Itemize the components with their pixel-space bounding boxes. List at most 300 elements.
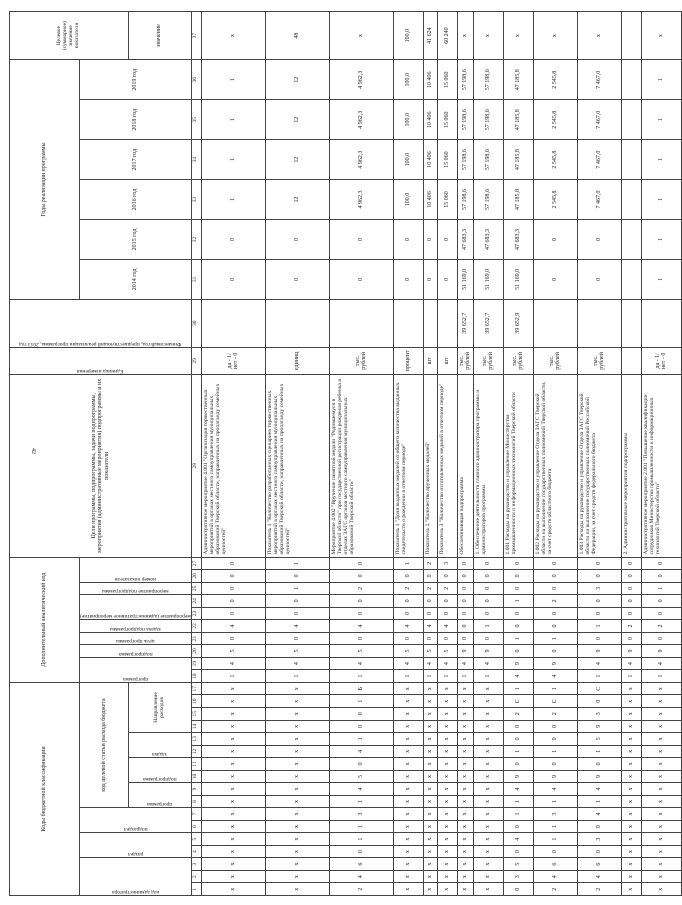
unit-cell: шт: [423, 347, 437, 374]
column-index-cell: 16: [191, 695, 201, 708]
code-cell: 1: [641, 670, 681, 683]
code-cell: x: [641, 858, 681, 871]
code-cell: x: [473, 795, 503, 808]
table-row: [641, 12, 681, 896]
column-index-cell: 27: [191, 557, 201, 570]
code-cell: x: [201, 795, 265, 808]
code-cell: x: [393, 758, 423, 771]
row-name-cell: 1.001 Расходы на руководство и управление Министерства промышленности и информационных технологий Тверской области: [503, 375, 533, 557]
code-cell: x: [641, 733, 681, 746]
code-cell: x: [621, 708, 641, 721]
code-cell: x: [473, 695, 503, 708]
code-cell: x: [437, 745, 457, 758]
code-cell: 1: [577, 620, 621, 633]
target-value-cell: x: [641, 12, 681, 60]
code-cell: x: [641, 708, 681, 721]
code-cell: x: [457, 720, 473, 733]
column-index-cell: 21: [191, 632, 201, 645]
code-cell: x: [457, 833, 473, 846]
code-cell: 0: [533, 557, 577, 570]
code-cell: 0: [457, 632, 473, 645]
code-cell: 1: [577, 745, 621, 758]
fin-year-cell: 39 652,7: [473, 299, 503, 347]
fin-year-cell: [621, 299, 641, 347]
year-value-cell: 57 198,6: [457, 60, 473, 100]
code-cell: x: [621, 795, 641, 808]
code-cell: 0: [393, 632, 423, 645]
column-index-cell: 14: [191, 720, 201, 733]
column-index-cell: 29: [191, 347, 201, 374]
code-cell: x: [437, 733, 457, 746]
code-cell: 5: [201, 645, 265, 658]
column-index-cell: 7: [191, 808, 201, 821]
code-cell: x: [473, 858, 503, 871]
column-index-cell: 20: [191, 645, 201, 658]
code-cell: 4: [329, 870, 393, 883]
code-cell: 1: [533, 682, 577, 695]
year-value-cell: 0: [201, 259, 265, 299]
column-index-cell: 34: [191, 140, 201, 180]
code-cell: 4: [437, 657, 457, 670]
year-value-cell: 47 185,8: [503, 100, 533, 140]
year-value-cell: 15 060: [437, 140, 457, 180]
d-event-header: мероприятие (административное мероприятие): [80, 595, 192, 620]
code-cell: x: [473, 720, 503, 733]
d-event-sub-header: мероприятие подпрограммы: [80, 582, 192, 595]
code-cell: 0: [265, 595, 329, 608]
year-value-cell: 51 169,0: [503, 259, 533, 299]
year-value-cell: 2 545,8: [533, 60, 577, 100]
code-cell: x: [437, 770, 457, 783]
code-cell: 9: [503, 657, 533, 670]
column-index-cell: 3: [191, 858, 201, 871]
code-cell: x: [201, 858, 265, 871]
code-cell: 0: [533, 845, 577, 858]
code-cell: 0: [641, 607, 681, 620]
target-column-header: Целевое (суммарное) значение показателя: [10, 12, 129, 60]
row-name-cell: 2. Административные мероприятия подпрограммы: [621, 375, 641, 557]
code-cell: 0: [503, 582, 533, 595]
code-cell: 0: [503, 758, 533, 771]
code-cell: 6: [329, 858, 393, 871]
code-cell: x: [265, 795, 329, 808]
code-cell: x: [423, 833, 437, 846]
code-cell: x: [437, 720, 457, 733]
code-cell: 0: [533, 570, 577, 583]
code-cell: 4: [437, 620, 457, 633]
code-cell: x: [393, 770, 423, 783]
column-index-cell: 32: [191, 220, 201, 260]
code-cell: 2: [577, 883, 621, 896]
year-value-cell: 1: [201, 60, 265, 100]
column-index-cell: 6: [191, 820, 201, 833]
section-header: раздел: [80, 833, 192, 858]
code-cell: 2: [437, 582, 457, 595]
code-cell: 6: [577, 858, 621, 871]
year-value-cell: 10 406: [423, 60, 437, 100]
code-cell: x: [437, 883, 457, 896]
column-index-cell: 22: [191, 620, 201, 633]
code-cell: x: [393, 808, 423, 821]
code-cell: 3: [577, 708, 621, 721]
year-value-cell: 0: [437, 220, 457, 260]
code-cell: x: [201, 883, 265, 896]
code-cell: 0: [473, 557, 503, 570]
code-cell: 0: [437, 607, 457, 620]
code-cell: x: [641, 695, 681, 708]
code-cell: 5: [393, 645, 423, 658]
code-cell: 0: [329, 632, 393, 645]
fin-year-cell: [641, 299, 681, 347]
code-cell: 0: [503, 883, 533, 896]
column-index-cell: 2: [191, 870, 201, 883]
code-cell: x: [393, 733, 423, 746]
code-cell: x: [621, 783, 641, 796]
code-cell: x: [437, 682, 457, 695]
code-cell: x: [473, 733, 503, 746]
code-cell: 5: [329, 645, 393, 658]
year-value-cell: 4 962,3: [329, 140, 393, 180]
code-cell: x: [393, 695, 423, 708]
code-cell: x: [457, 808, 473, 821]
code-cell: 4: [577, 783, 621, 796]
column-index-cell: 5: [191, 833, 201, 846]
target-value-cell: x: [533, 12, 577, 60]
row-name-cell: Административное мероприятие 2.001 "Повышение квалификации сотрудников Министерства промышленности и информационных технологий Тверской области": [641, 375, 681, 557]
year-value-cell: 1: [641, 220, 681, 260]
code-cell: x: [457, 745, 473, 758]
code-cell: x: [457, 682, 473, 695]
code-cell: 4: [533, 670, 577, 683]
code-cell: 1: [265, 670, 329, 683]
code-cell: 0: [457, 607, 473, 620]
direction-code-header: Направление расходов: [128, 682, 191, 732]
code-cell: x: [641, 883, 681, 896]
year-value-cell: 4 962,3: [329, 180, 393, 220]
table-row: [201, 12, 265, 896]
code-cell: x: [437, 858, 457, 871]
code-cell: 0: [437, 632, 457, 645]
code-cell: 0: [533, 758, 577, 771]
year-value-cell: 0: [577, 259, 621, 299]
table-row: [577, 12, 621, 896]
code-cell: x: [621, 833, 641, 846]
fin-year-column-header: Финансовый год, предшествующий реализации программы, 2013 год: [10, 299, 192, 347]
year-value-cell: 100,0: [393, 60, 423, 100]
column-index-cell: 19: [191, 657, 201, 670]
column-index-cell: 9: [191, 783, 201, 796]
code-cell: 4: [329, 657, 393, 670]
column-index-cell: 37: [191, 12, 201, 60]
code-cell: x: [621, 745, 641, 758]
code-cell: 0: [393, 570, 423, 583]
year-value-cell: 57 198,6: [457, 100, 473, 140]
column-index-row: [191, 12, 201, 896]
fin-year-cell: [577, 299, 621, 347]
code-cell: x: [423, 870, 437, 883]
table-row: [393, 12, 423, 896]
table-body: [201, 12, 681, 896]
code-cell: 0: [503, 820, 533, 833]
code-cell: 0: [503, 570, 533, 583]
code-cell: x: [457, 708, 473, 721]
column-index-cell: 36: [191, 60, 201, 100]
code-cell: 1: [641, 582, 681, 595]
code-cell: x: [473, 682, 503, 695]
code-cell: 1: [621, 670, 641, 683]
code-cell: x: [621, 695, 641, 708]
code-cell: 0: [329, 758, 393, 771]
page-number: 42: [30, 448, 36, 454]
code-cell: 1: [423, 670, 437, 683]
target-value-header: значение: [128, 12, 191, 60]
fin-year-cell: [437, 299, 457, 347]
code-cell: x: [423, 795, 437, 808]
code-cell: 0: [329, 570, 393, 583]
code-cell: x: [423, 758, 437, 771]
code-cell: x: [641, 808, 681, 821]
d-subprogram-header: подпрограмма: [80, 645, 192, 658]
code-cell: 4: [533, 870, 577, 883]
year-value-cell: 15 060: [437, 60, 457, 100]
code-cell: 0: [329, 845, 393, 858]
code-cell: 0: [503, 733, 533, 746]
code-cell: x: [201, 833, 265, 846]
code-cell: 0: [621, 632, 641, 645]
code-cell: x: [393, 720, 423, 733]
code-cell: 0: [329, 607, 393, 620]
code-cell: 0: [641, 595, 681, 608]
code-cell: 1: [329, 833, 393, 846]
code-cell: 4: [329, 783, 393, 796]
column-index-cell: 11: [191, 758, 201, 771]
code-cell: x: [265, 695, 329, 708]
code-cell: x: [437, 820, 457, 833]
code-cell: x: [265, 745, 329, 758]
code-cell: 1: [503, 745, 533, 758]
code-cell: 0: [533, 720, 577, 733]
code-cell: 0: [329, 708, 393, 721]
code-cell: 1: [577, 795, 621, 808]
column-index-cell: 33: [191, 180, 201, 220]
subprogram-code-header: подпрограмма: [128, 758, 191, 783]
unit-cell: да - 1/ нет - 0: [201, 347, 265, 374]
unit-cell: единиц: [265, 347, 329, 374]
d-task-subprogram-header: задача подпрограммы: [80, 620, 192, 633]
column-index-cell: 26: [191, 570, 201, 583]
code-cell: 2: [329, 582, 393, 595]
code-cell: x: [393, 783, 423, 796]
code-cell: 5: [329, 770, 393, 783]
code-cell: x: [473, 770, 503, 783]
target-value-cell: x: [503, 12, 533, 60]
code-cell: x: [621, 720, 641, 733]
code-cell: С: [503, 695, 533, 708]
code-cell: 1: [473, 620, 503, 633]
code-cell: 2: [393, 582, 423, 595]
code-cell: 4: [393, 657, 423, 670]
code-cell: x: [473, 845, 503, 858]
target-value-cell: 48: [265, 12, 329, 60]
year-value-cell: 51 169,0: [473, 259, 503, 299]
code-cell: 9: [473, 645, 503, 658]
year-value-cell: 0: [265, 220, 329, 260]
year-value-cell: 10 406: [423, 140, 437, 180]
code-cell: 0: [201, 582, 265, 595]
code-cell: С: [533, 695, 577, 708]
column-index-cell: 18: [191, 670, 201, 683]
unit-cell: да - 1/ нет - 0: [641, 347, 681, 374]
code-cell: 4: [621, 657, 641, 670]
code-cell: x: [473, 783, 503, 796]
year-2014-header: 2014 год: [80, 259, 192, 299]
code-cell: x: [265, 870, 329, 883]
fin-year-cell: [201, 299, 265, 347]
column-index-cell: 35: [191, 100, 201, 140]
code-cell: 4: [577, 808, 621, 821]
code-cell: 1: [503, 595, 533, 608]
year-value-cell: 4 962,3: [329, 100, 393, 140]
code-cell: x: [265, 883, 329, 896]
code-cell: x: [621, 883, 641, 896]
year-value-cell: 0: [393, 220, 423, 260]
code-cell: 0: [577, 595, 621, 608]
code-cell: 2: [533, 708, 577, 721]
d-task-program-header: цель программы: [80, 632, 192, 645]
target-value-cell: x: [577, 12, 621, 60]
code-cell: x: [457, 870, 473, 883]
rotated-table-sheet: [9, 11, 668, 896]
year-value-cell: 57 198,6: [473, 140, 503, 180]
code-cell: x: [437, 758, 457, 771]
code-cell: 9: [577, 770, 621, 783]
code-cell: 0: [329, 595, 393, 608]
year-value-cell: 1: [201, 140, 265, 180]
code-cell: x: [423, 845, 437, 858]
code-cell: 4: [641, 657, 681, 670]
code-cell: 0: [577, 607, 621, 620]
code-cell: x: [265, 758, 329, 771]
code-cell: x: [393, 883, 423, 896]
code-cell: 0: [437, 595, 457, 608]
code-cell: x: [201, 695, 265, 708]
code-cell: 1: [473, 670, 503, 683]
table-row: [265, 12, 329, 896]
code-cell: 0: [473, 570, 503, 583]
code-cell: x: [265, 783, 329, 796]
code-cell: x: [621, 758, 641, 771]
code-cell: 4: [329, 745, 393, 758]
code-cell: 4: [533, 783, 577, 796]
code-cell: x: [473, 708, 503, 721]
code-cell: x: [437, 708, 457, 721]
code-cell: 4: [473, 657, 503, 670]
table-row: [437, 12, 457, 896]
year-value-cell: 1: [201, 180, 265, 220]
code-cell: 1: [533, 820, 577, 833]
year-value-cell: 0: [265, 259, 329, 299]
year-value-cell: 7 467,0: [577, 100, 621, 140]
code-cell: 2: [423, 582, 437, 595]
year-value-cell: 57 198,6: [457, 180, 473, 220]
code-cell: x: [621, 820, 641, 833]
code-cell: x: [265, 733, 329, 746]
code-cell: x: [393, 870, 423, 883]
year-value-cell: 7 467,0: [577, 180, 621, 220]
code-cell: 1: [577, 670, 621, 683]
code-cell: x: [621, 682, 641, 695]
code-cell: 0: [577, 570, 621, 583]
code-cell: 1: [393, 670, 423, 683]
target-value-cell: 100,0: [393, 12, 423, 60]
code-cell: x: [265, 770, 329, 783]
year-value-cell: 0: [423, 220, 437, 260]
code-cell: 1: [329, 670, 393, 683]
code-cell: x: [423, 682, 437, 695]
code-cell: x: [265, 720, 329, 733]
code-cell: x: [473, 808, 503, 821]
year-value-cell: 1: [641, 180, 681, 220]
code-cell: 3: [577, 833, 621, 846]
code-cell: 4: [201, 620, 265, 633]
budget-codes-header: Коды бюджетной классификации: [10, 682, 80, 895]
column-index-cell: 12: [191, 745, 201, 758]
code-cell: x: [473, 883, 503, 896]
code-cell: 2: [503, 708, 533, 721]
year-value-cell: 57 198,6: [473, 180, 503, 220]
code-cell: 4: [423, 620, 437, 633]
code-cell: 0: [457, 582, 473, 595]
code-cell: x: [423, 720, 437, 733]
column-index-cell: 31: [191, 259, 201, 299]
column-index-cell: 17: [191, 682, 201, 695]
d-indicator-header: номер показателя: [80, 557, 192, 582]
code-cell: x: [201, 870, 265, 883]
table-row: [473, 12, 503, 896]
code-cell: 0: [393, 595, 423, 608]
subsection-header: подраздел: [80, 808, 192, 833]
code-cell: 0: [577, 820, 621, 833]
column-index-cell: 13: [191, 733, 201, 746]
code-cell: 5: [265, 645, 329, 658]
code-cell: 6: [533, 858, 577, 871]
code-cell: x: [457, 795, 473, 808]
code-cell: 1: [533, 745, 577, 758]
code-cell: x: [621, 770, 641, 783]
fin-year-cell: 39 652,9: [503, 299, 533, 347]
year-value-cell: 47 185,8: [503, 180, 533, 220]
code-cell: 1: [503, 808, 533, 821]
year-value-cell: 2 545,8: [533, 180, 577, 220]
code-cell: x: [265, 845, 329, 858]
code-cell: 0: [457, 595, 473, 608]
column-index-cell: 24: [191, 595, 201, 608]
code-cell: 5: [503, 858, 533, 871]
year-value-cell: 1: [641, 259, 681, 299]
code-cell: x: [641, 745, 681, 758]
unit-cell: процент: [393, 347, 423, 374]
code-cell: x: [393, 682, 423, 695]
row-name-cell: Административное мероприятие 4.001 "Организация торжественных мероприятий в органах местного самоуправления муниципальных образований Тверской области, направленных на пропаганду семейных ценностей": [201, 375, 265, 557]
column-index-cell: 23: [191, 607, 201, 620]
code-cell: 1: [503, 682, 533, 695]
target-value-cell: 41 624: [423, 12, 437, 60]
code-cell: 5: [437, 645, 457, 658]
code-cell: x: [393, 858, 423, 871]
year-value-cell: 2 545,8: [533, 100, 577, 140]
code-cell: 1: [503, 795, 533, 808]
fin-year-cell: [423, 299, 437, 347]
